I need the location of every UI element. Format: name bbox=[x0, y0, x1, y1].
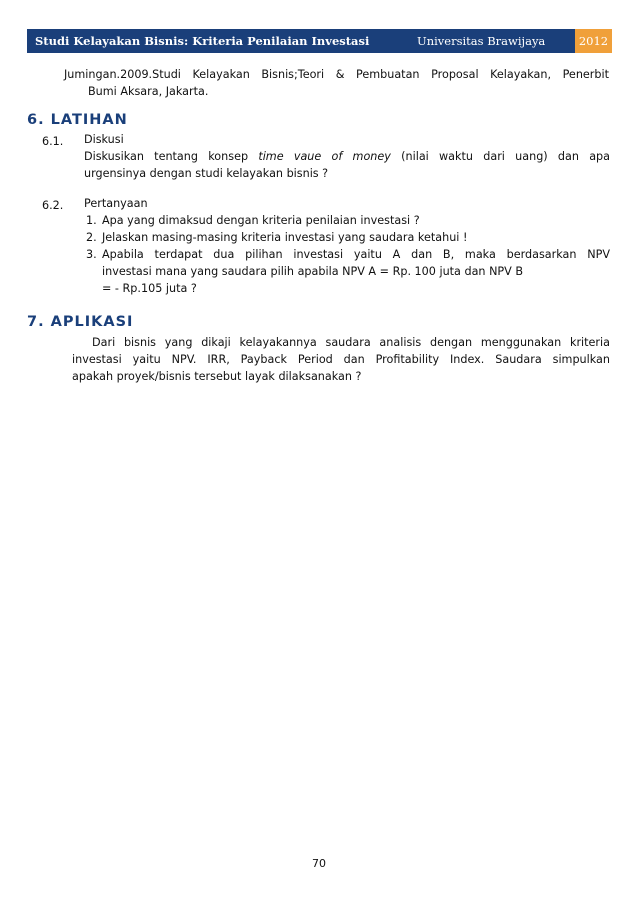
header-university: Universitas Brawijaya bbox=[405, 29, 575, 53]
question-2-number: 2. bbox=[86, 231, 97, 244]
reference-line-2: Bumi Aksara, Jakarta. bbox=[88, 85, 209, 98]
question-1 bbox=[86, 212, 610, 229]
section-7-heading: 7. APLIKASI bbox=[27, 314, 134, 330]
aplikasi-line-1: Dari bisnis yang dikaji kelayakannya saudara analisis dengan menggunakan kriteria bbox=[92, 336, 610, 349]
question-3-line-3: = - Rp.105 juta ? bbox=[102, 282, 197, 295]
reference-entry bbox=[64, 66, 609, 100]
aplikasi-line-3: apakah proyek/bisnis tersebut layak dilaksanakan ? bbox=[72, 370, 362, 383]
diskusi-line-2: urgensinya dengan studi kelayakan bisnis ? bbox=[84, 167, 329, 180]
question-2 bbox=[86, 229, 610, 246]
subsection-6-2-title: Pertanyaan bbox=[84, 197, 148, 210]
question-3-line-2: investasi mana yang saudara pilih apabila NPV A = Rp. 100 juta dan NPV B bbox=[102, 265, 524, 278]
reference-line-1: Jumingan.2009.Studi Kelayakan Bisnis;Teori & Pembuatan Proposal Kelayakan, Penerbit bbox=[64, 68, 609, 81]
question-1-text: Apa yang dimaksud dengan kriteria penilaian investasi ? bbox=[102, 214, 420, 227]
diskusi-line-1-pre: Diskusikan tentang konsep bbox=[84, 150, 259, 163]
subsection-6-2-number: 6.2. bbox=[42, 199, 64, 212]
page-number: 70 bbox=[312, 857, 326, 870]
header-title: Studi Kelayakan Bisnis: Kriteria Penilaian Investasi bbox=[27, 29, 405, 53]
question-1-number: 1. bbox=[86, 214, 97, 227]
question-3-line-1: Apabila terdapat dua pilihan investasi yaitu A dan B, maka berdasarkan NPV bbox=[102, 248, 610, 261]
page-header bbox=[27, 29, 612, 53]
subsection-6-1-title: Diskusi bbox=[84, 133, 124, 146]
subsection-6-1-number: 6.1. bbox=[42, 135, 64, 148]
diskusi-line-1 bbox=[84, 148, 610, 165]
diskusi-line-1-post: (nilai waktu dari uang) dan apa bbox=[390, 150, 611, 163]
header-year: 2012 bbox=[575, 29, 612, 53]
question-2-text: Jelaskan masing-masing kriteria investasi yang saudara ketahui ! bbox=[102, 231, 468, 244]
aplikasi-line-2: investasi yaitu NPV. IRR, Payback Period dan Profitability Index. Saudara simpulkan bbox=[72, 353, 610, 366]
question-3 bbox=[86, 246, 610, 297]
section-6-heading: 6. LATIHAN bbox=[27, 112, 128, 128]
question-3-number: 3. bbox=[86, 248, 97, 261]
diskusi-line-1-term: time vaue of money bbox=[258, 150, 391, 163]
